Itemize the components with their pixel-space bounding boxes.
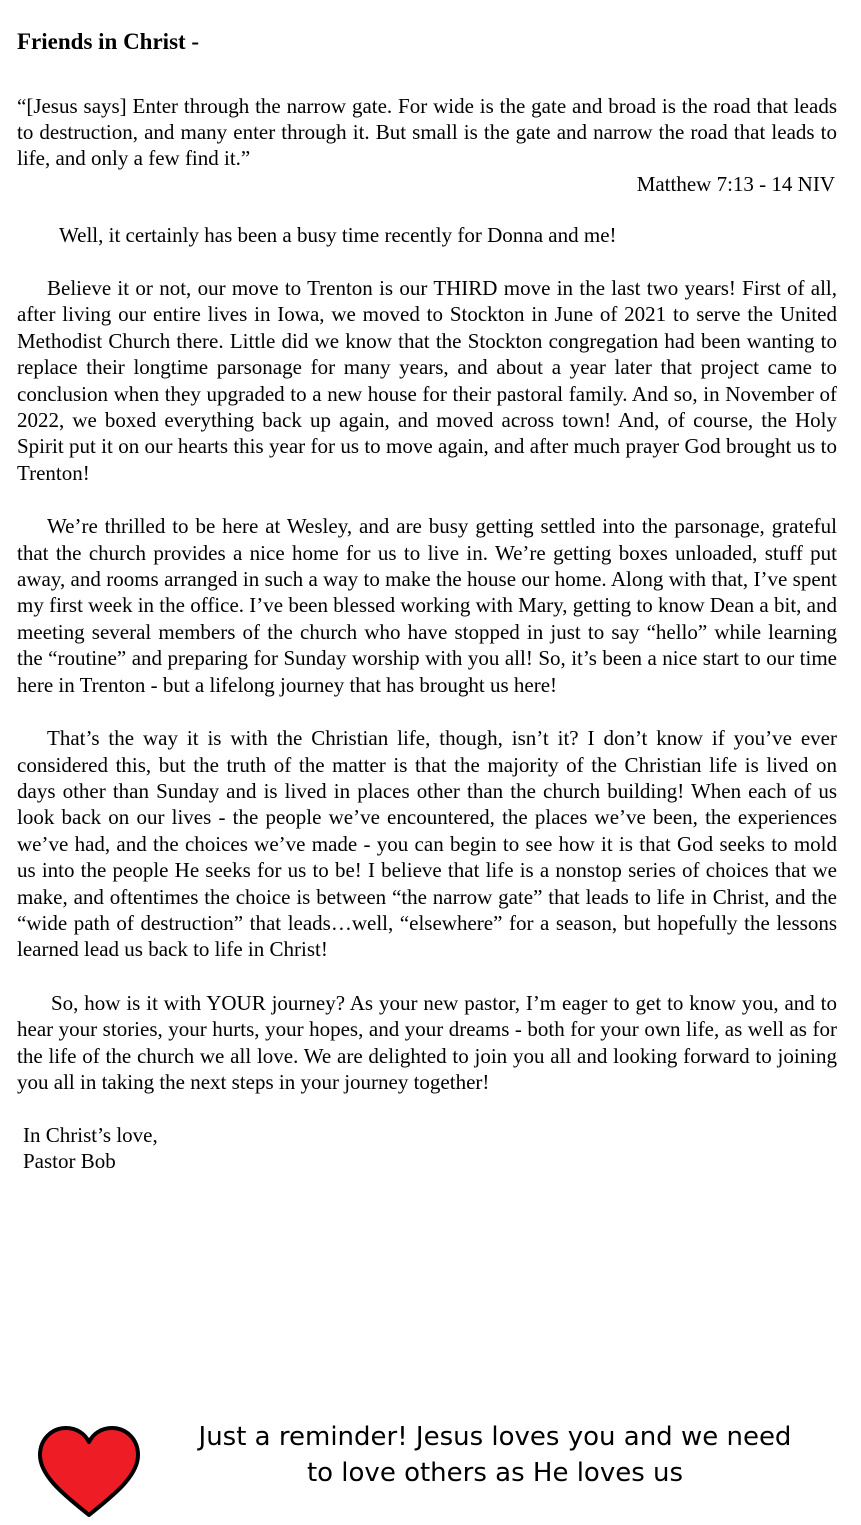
paragraph-move: Believe it or not, our move to Trenton is our THIRD move in the last two years! First of all, after living our entire lives in Iowa, we moved to Stockton in June of 2021 to serve the United Methodist Church there. Little did we know that the Stockton congregation had been wanting to replace their longtime parsonage for many years, and about a year later that project came to conclusion when they upgraded to a new house for their pastoral family. And so, in November of 2022, we boxed everything back up again, and moved across town! And, of course, the Holy Spirit put it on our hearts this year for us to move again, and after much prayer God brought us to Trenton!	[17, 276, 837, 485]
scripture-quote: “[Jesus says] Enter through the narrow gate. For wide is the gate and broad is the road that leads to destruction, and many enter through it. But small is the gate and narrow the road that leads to life, and only a few find it.”	[17, 94, 837, 170]
scripture-citation: Matthew 7:13 - 14 NIV	[636, 172, 835, 196]
letter-closing	[23, 1122, 837, 1174]
reminder-footer	[0, 1415, 861, 1525]
paragraph-wesley: We’re thrilled to be here at Wesley, and are busy getting settled into the parsonage, grateful that the church provides a nice home for us to live in. We’re getting boxes unloaded, stuff put away, and rooms arranged in such a way to make the house our home. Along with that, I’ve spent my first week in the office. I’ve been blessed working with Mary, getting to know Dean a bit, and meeting several members of the church who have stopped in just to say “hello” while learning the “routine” and preparing for Sunday worship with you all! So, it’s been a nice start to our time here in Trenton - but a lifelong journey that has brought us here!	[17, 514, 837, 697]
valediction: In Christ’s love,	[23, 1123, 158, 1148]
letter	[17, 28, 837, 1174]
paragraph-christian-life: That’s the way it is with the Christian life, though, isn’t it? I don’t know if you’ve ever considered this, but the truth of the matter is that the majority of the Christian life is lived on days other than Sunday and is lived in places other than the church building! When each of us look back on our lives - the people we’ve encountered, the places we’ve been, the experiences we’ve had, and the choices we’ve made - you can begin to see how it is that God seeks to mold us into the people He seeks for us to be! I believe that life is a nonstop series of choices that we make, and oftentimes the choice is between “the narrow gate” that leads to life in Christ, and the “wide path of destruction” that leads…well, “elsewhere” for a season, but hopefully the lessons learned lead us back to life in Christ!	[17, 726, 837, 962]
reminder-line-2: to love others as He loves us	[306, 1458, 684, 1488]
paragraph-intro: Well, it certainly has been a busy time recently for Donna and me!	[59, 223, 617, 247]
reminder-line-1: Just a reminder! Jesus loves you and we need	[198, 1422, 792, 1452]
reminder-text	[150, 1419, 840, 1491]
letter-greeting: Friends in Christ -	[17, 29, 200, 54]
signature: Pastor Bob	[23, 1149, 116, 1174]
heart-icon	[37, 1425, 141, 1521]
paragraph-journey: So, how is it with YOUR journey? As your new pastor, I’m eager to get to know you, and to hear your stories, your hurts, your hopes, and your dreams - both for your own life, as well as for the life of the church we all love. We are delighted to join you all and looking forward to joining you all in taking the next steps in your journey together!	[17, 990, 837, 1094]
